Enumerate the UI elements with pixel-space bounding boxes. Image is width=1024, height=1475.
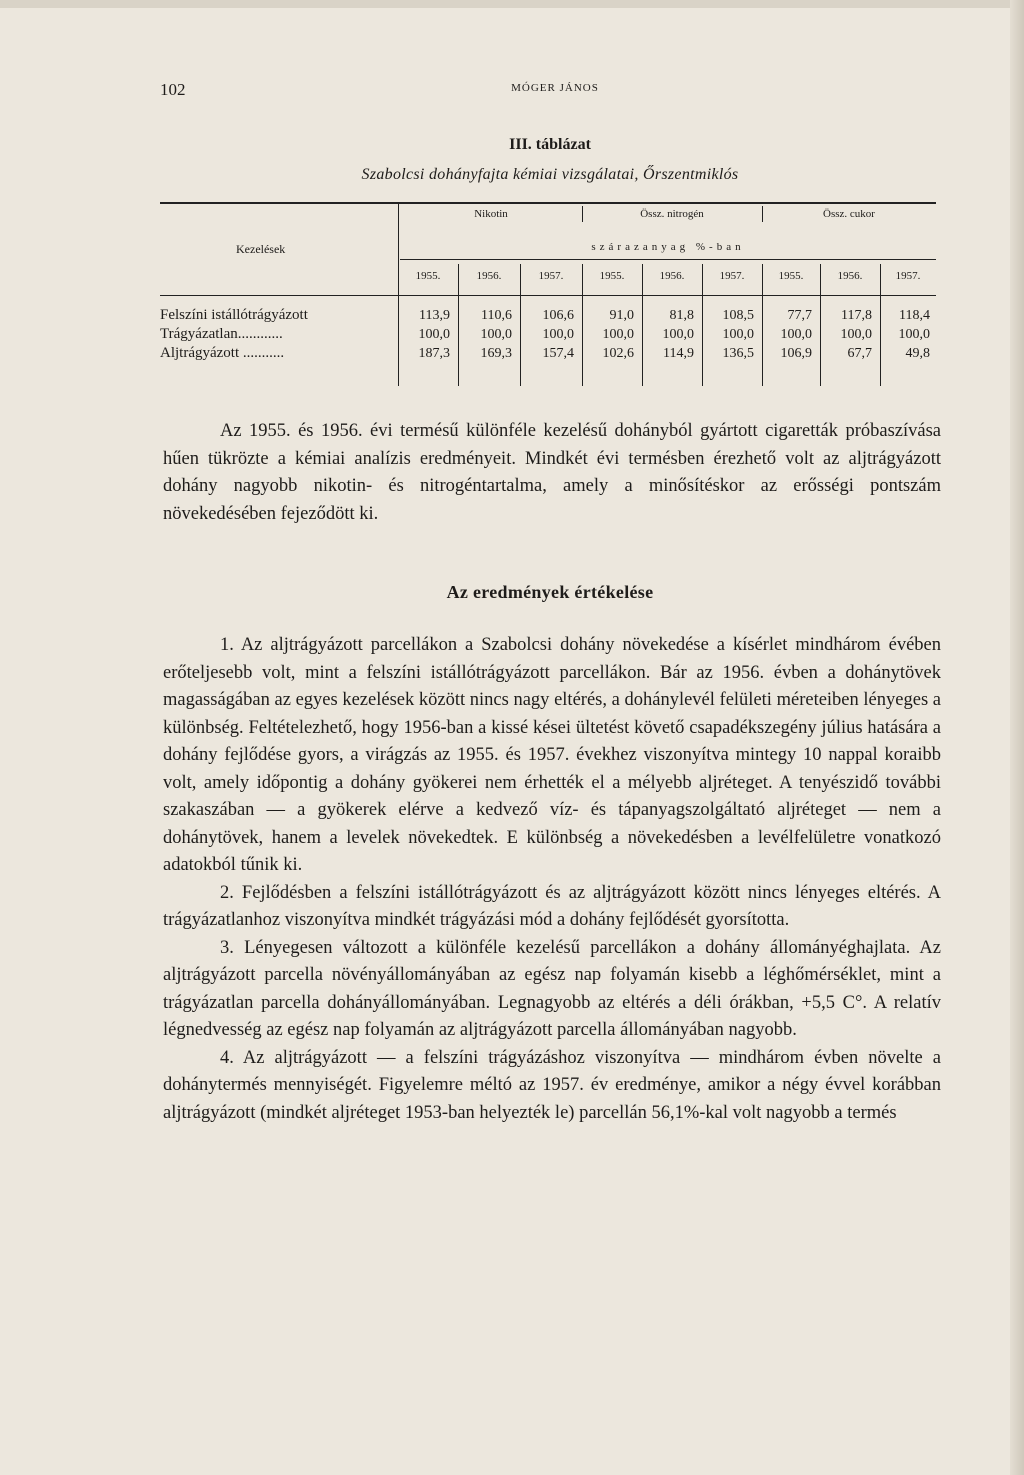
table-cell: 106,9 (780, 346, 812, 361)
year-6: 1957. (719, 270, 745, 282)
table-cell: 100,0 (780, 327, 812, 342)
vrule-col-7 (820, 264, 821, 386)
year-5: 1956. (659, 270, 685, 282)
vrule-col-2 (520, 264, 521, 386)
page-header (160, 80, 950, 102)
year-2: 1956. (476, 270, 502, 282)
table-cell: 81,8 (669, 308, 694, 323)
year-3: 1957. (538, 270, 564, 282)
page-number: 102 (160, 80, 186, 99)
row-header: Kezelések (236, 242, 286, 256)
table-cell: 102,6 (602, 346, 634, 361)
paragraph-1: 1. Az aljtrágyázott parcellákon a Szabolcsi dohány növekedése a kísérlet mindhárom évében erőteljesebb volt, mint a felszíni istállótrágyázott parcellákon. Bár az 1956. évben a dohánytövek magasságában az egyes kezelések között nincs nagy eltérés, a dohánylevél felületi méreteiben lényeges a különbség. Feltételezhető, hogy 1956-ban a kissé kései ültetést követő csapadékszegény július hatására a dohány fejlődése gyors, a virágzás az 1955. és 1957. évekhez viszonyítva mintegy 10 nappal koraibb volt, amely időpontig a dohány gyökerei nem érhették el a mélyebb aljréteget. A tenyészidő további szakaszában — a gyökerek elérve a kedvező víz- és tápanyagszolgáltató aljréteget — nem a dohánytövek, hanem a levelek növekedtek. E különbség a növekedésben a levélfelületre vonatkozó adatokból tűnik ki. (163, 635, 941, 875)
paragraph-4: 4. Az aljtrágyázott — a felszíni trágyázáshoz viszonyítva — mindhárom évben növelte a dohánytermés mennyiségét. Figyelemre méltó az 1957. év eredménye, amikor a négy évvel korábban aljtrágyázott (mindkét aljréteget 1953-ban helyezték le) parcellán 56,1%-kal volt nagyobb a termés (163, 1047, 941, 1123)
section-heading: Az eredmények értékelése (446, 582, 654, 602)
unit-rule (400, 259, 936, 260)
year-9: 1957. (895, 270, 921, 282)
data-table (160, 200, 936, 386)
intro-text (163, 418, 941, 528)
table-cell: 100,0 (722, 327, 754, 342)
table-cell: 136,5 (722, 346, 754, 361)
vrule-col-8 (880, 264, 881, 386)
page-right-edge (1010, 0, 1024, 1475)
table-cell: 106,6 (542, 308, 574, 323)
vrule-col-6 (762, 264, 763, 386)
table-cell: 49,8 (905, 346, 930, 361)
year-7: 1955. (778, 270, 804, 282)
table-cell: 108,5 (722, 308, 754, 323)
table-cell: 100,0 (542, 327, 574, 342)
table-cell: 169,3 (480, 346, 512, 361)
table-cell: 100,0 (602, 327, 634, 342)
vrule-col-3 (582, 264, 583, 386)
table-cell: 77,7 (787, 308, 812, 323)
year-8: 1956. (837, 270, 863, 282)
table-cell: 100,0 (418, 327, 450, 342)
group-cukor: Össz. cukor (823, 208, 875, 220)
row-label: Felszíni istállótrágyázott (160, 307, 308, 323)
row-label: Trágyázatlan............ (160, 326, 283, 342)
year-4: 1955. (599, 270, 625, 282)
unit-label: szárazanyag %-ban (591, 241, 745, 253)
table-cell: 100,0 (662, 327, 694, 342)
vrule-col-5 (702, 264, 703, 386)
year-1: 1955. (415, 270, 441, 282)
table-cell: 113,9 (419, 308, 450, 323)
table-cell: 100,0 (480, 327, 512, 342)
table-cell: 157,4 (542, 346, 574, 361)
table-cell: 100,0 (898, 327, 930, 342)
table-cell: 114,9 (663, 346, 694, 361)
table-cell: 91,0 (609, 308, 634, 323)
row-label: Aljtrágyázott ........... (160, 345, 285, 361)
table-caption: Szabolcsi dohányfajta kémiai vizsgálatai, Őrszentmiklós (361, 166, 739, 183)
table-cell: 100,0 (840, 327, 872, 342)
intro-paragraph: Az 1955. és 1956. évi termésű különféle kezelésű dohányból gyártott cigaretták próbaszívása hűen tükrözte a kémiai analízis eredményeit. Mindkét évi termésben érezhető volt az aljtrágyázott dohány nagyobb nikotin- és nitrogéntartalma, amely a minősítéskor az erősségi pontszám növekedésében fejeződött ki. (163, 421, 941, 524)
table-cell: 110,6 (481, 308, 512, 323)
page-top-edge (0, 0, 1024, 8)
vrule-col-4 (642, 264, 643, 386)
vrule-col-1 (458, 264, 459, 386)
running-head: MÓGER JÁNOS (511, 82, 599, 94)
table-cell: 67,7 (847, 346, 872, 361)
group-nitrogen: Össz. nitrogén (640, 208, 704, 220)
main-text (163, 632, 941, 1127)
table-top-rule (160, 202, 936, 204)
table-cell: 118,4 (899, 308, 930, 323)
paragraph-3: 3. Lényegesen változott a különféle kezelésű parcellákon a dohány állományéghajlata. Az aljtrágyázott parcella növényállományában az egész nap folyamán kisebb a léghőmérséklet, mint a trágyázatlan parcella dohányállományában. Legnagyobb az eltérés a déli órákban, +5,5 C°. A relatív légnedvesség az egész nap folyamán az aljtrágyázott parcella állományában nagyobb. (163, 937, 941, 1040)
table-label: III. táblázat (509, 136, 591, 153)
table-cell: 117,8 (841, 308, 872, 323)
paragraph-2: 2. Fejlődésben a felszíni istállótrágyázott és az aljtrágyázott között nincs lényeges eltérés. A trágyázatlanhoz viszonyítva mindkét trágyázási mód a dohány fejlődését gyorsította. (163, 882, 941, 930)
group-nikotin: Nikotin (474, 208, 508, 220)
table-cell: 187,3 (418, 346, 450, 361)
